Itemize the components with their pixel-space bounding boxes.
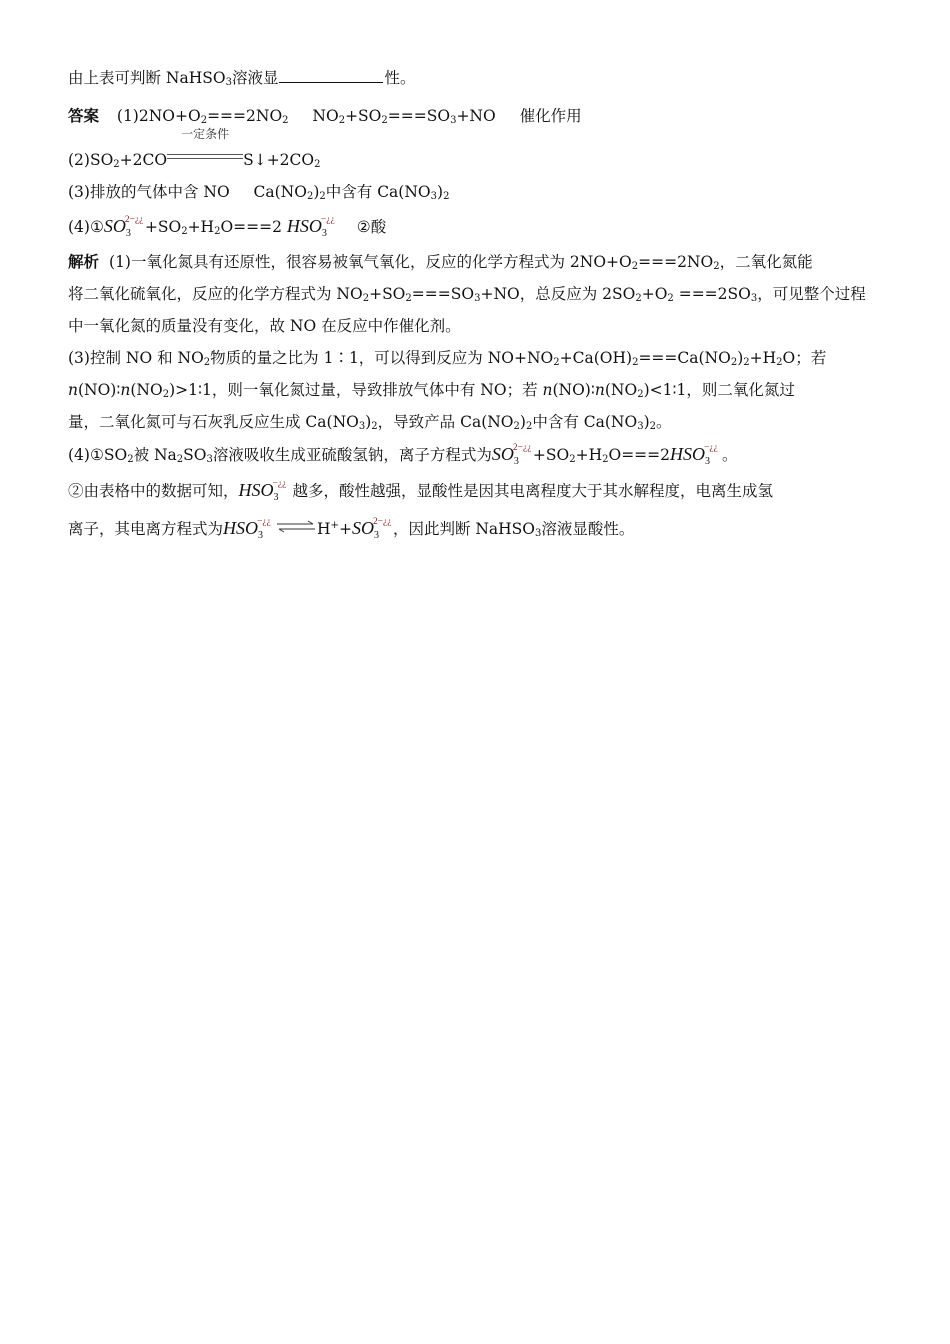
text: +SO	[144, 218, 182, 236]
text: ===2SO	[673, 285, 751, 303]
subscript: 2	[214, 226, 221, 237]
subscript: 3	[321, 228, 327, 239]
text: n	[120, 381, 131, 399]
ion-formula: HSO	[286, 216, 322, 236]
text: 由上表可判断 NaHSO	[68, 69, 226, 87]
sulfite-ion	[103, 210, 144, 250]
subscript: 2	[362, 293, 370, 304]
text: )	[643, 413, 650, 431]
subscript: 2	[338, 115, 346, 126]
text: )	[365, 413, 372, 431]
subscript: 3	[225, 77, 232, 88]
text: 离子，其电离方程式为	[68, 520, 224, 538]
subscript: 2	[631, 261, 639, 272]
text: 越多，酸性越强，显酸性是因其电离程度大于其水解程度，电离生成氢	[292, 482, 774, 500]
text: n	[542, 381, 553, 399]
ion-formula: SO	[351, 518, 374, 538]
ion-charge: −¿¿	[257, 517, 271, 527]
subscript: 2	[713, 261, 720, 272]
subscript: 2	[113, 159, 120, 170]
analysis-paragraph-4	[68, 438, 880, 474]
text: 溶液吸收生成亚硫酸氢钠，离子方程式为	[212, 446, 492, 464]
text: 将二氧化硫氧化，反应的化学方程式为 NO	[68, 285, 363, 303]
text: ===SO	[411, 285, 475, 303]
text: 溶液显	[231, 69, 279, 87]
ion-formula: HSO	[238, 480, 274, 500]
subscript: 2	[381, 115, 388, 126]
subscript: 2	[203, 357, 211, 368]
text: (NO	[604, 381, 638, 399]
text: 物质的量之比为 1∶1，可以得到反应为 NO+NO	[210, 349, 554, 367]
subscript: 2	[553, 357, 560, 368]
subscript: 2	[127, 454, 134, 465]
text: ，可见整个过程	[757, 285, 866, 303]
subscript: 2	[730, 357, 738, 368]
sulfite-ion	[491, 438, 532, 478]
subscript: 2	[525, 421, 533, 432]
text: )>1∶1，则一氧化氮过量，导致排放气体中有 NO；若	[169, 381, 543, 399]
text: (4)①SO	[68, 446, 128, 464]
ion-formula: HSO	[223, 518, 259, 538]
ion-formula: SO	[491, 444, 514, 464]
text: (3)排放的气体中含 NO	[68, 183, 230, 201]
subscript: 2	[200, 115, 208, 126]
text: ===2NO	[638, 253, 714, 271]
text: (NO)∶	[552, 381, 595, 399]
subscript: 2	[632, 357, 639, 368]
subscript: 2	[635, 293, 642, 304]
subscript: 3	[358, 421, 366, 432]
subscript: 3	[705, 456, 711, 467]
subscript: 3	[637, 421, 644, 432]
subscript: 2	[405, 293, 412, 304]
condition-label: 一定条件	[181, 127, 230, 141]
subscript: 3	[474, 293, 481, 304]
text: (1)一氧化氮具有还原性，很容易被氧气氧化，反应的化学方程式为 2NO+O	[109, 253, 632, 271]
text: O；若	[782, 349, 827, 367]
text: (3)控制 NO 和 NO	[68, 349, 204, 367]
text: +O	[641, 285, 668, 303]
text: ===SO	[387, 107, 451, 125]
text: 量，二氧化氮可与石灰乳反应生成 Ca(NO	[68, 413, 359, 431]
ion-charge: 2−¿¿	[372, 517, 392, 527]
text: ②酸	[356, 218, 387, 236]
text: (NO	[130, 381, 163, 399]
ion-charge: −¿¿	[704, 443, 718, 453]
intro-line	[68, 62, 880, 100]
subscript: 2	[319, 191, 326, 202]
text: +	[338, 520, 352, 538]
text: 中一氧化氮的质量没有变化，故 NO 在反应中作催化剂。	[68, 317, 461, 335]
text: 被 Na	[133, 446, 177, 464]
text: 催化作用	[519, 107, 582, 125]
subscript: 2	[637, 389, 644, 400]
ion-formula: HSO	[670, 444, 706, 464]
subscript: 3	[273, 492, 279, 503]
answer-label: 答案	[68, 107, 100, 125]
subscript: 2	[162, 389, 170, 400]
subscript: 2	[314, 159, 321, 170]
text: +H	[575, 446, 603, 464]
analysis-label: 解析	[68, 253, 100, 271]
subscript: 2	[282, 115, 289, 126]
subscript: 2	[649, 421, 657, 432]
text: +H	[749, 349, 777, 367]
text: +NO，总反应为 2SO	[480, 285, 636, 303]
subscript: 3	[750, 293, 758, 304]
text: +H	[187, 218, 215, 236]
bisulfite-ion	[223, 512, 271, 552]
answer-line-3	[68, 176, 880, 210]
subscript: 3	[125, 228, 131, 239]
subscript: 2	[569, 454, 576, 465]
text: ②由表格中的数据可知，	[68, 482, 239, 500]
analysis-paragraph-5	[68, 474, 880, 546]
text: NO	[312, 107, 339, 125]
text: ===Ca(NO	[638, 349, 731, 367]
text: )	[313, 183, 320, 201]
analysis-paragraph-1	[68, 246, 880, 342]
text: 溶液显酸性。	[541, 520, 635, 538]
text: )	[737, 349, 744, 367]
text: n	[68, 381, 78, 399]
text: n	[594, 381, 605, 399]
text: +SO	[369, 285, 406, 303]
text: H	[317, 520, 331, 538]
ion-charge: −¿¿	[320, 215, 335, 225]
text: ，导致产品 Ca(NO	[377, 413, 514, 431]
subscript: 3	[373, 530, 379, 541]
subscript: 2	[371, 421, 378, 432]
subscript: 2	[776, 357, 783, 368]
subscript: 2	[443, 191, 450, 202]
subscript: 3	[206, 454, 213, 465]
text: +SO	[345, 107, 382, 125]
subscript: 3	[430, 191, 437, 202]
reaction-condition-arrow	[167, 127, 243, 165]
text: +NO	[456, 107, 496, 125]
ion-charge: 2−¿¿	[124, 215, 144, 225]
bisulfite-ion	[286, 210, 335, 250]
subscript: 2	[181, 226, 188, 237]
fill-in-blank[interactable]	[279, 64, 383, 83]
text: (2)SO	[68, 151, 114, 169]
answer-line-2	[68, 127, 880, 176]
answer-line-4	[68, 210, 880, 244]
subscript: 2	[513, 421, 520, 432]
text: SO	[183, 446, 207, 464]
text: (NO)∶	[77, 381, 121, 399]
text: +SO	[532, 446, 570, 464]
text: O===2	[220, 218, 282, 236]
text: (1)2NO+O	[116, 107, 201, 125]
ion-charge: −¿¿	[272, 479, 287, 489]
subscript: 3	[535, 528, 542, 539]
equals-bar	[167, 154, 243, 159]
text: 性。	[384, 69, 416, 87]
text: ，因此判断 NaHSO	[392, 520, 536, 538]
subscript: 2	[602, 454, 609, 465]
ion-charge: 2−¿¿	[512, 443, 532, 453]
text: +2CO	[119, 151, 168, 169]
text: 。	[722, 446, 738, 464]
text: )	[519, 413, 526, 431]
reversible-arrow-icon	[275, 520, 317, 534]
subscript: 2	[667, 293, 674, 304]
text: (4)①	[68, 218, 104, 236]
subscript: 3	[513, 456, 519, 467]
text: S↓+2CO	[243, 151, 315, 169]
text: 中含有 Ca(NO	[325, 183, 431, 201]
text: +Ca(OH)	[559, 349, 633, 367]
bisulfite-ion	[670, 438, 718, 478]
text: )<1∶1，则二氧化氮过	[643, 381, 795, 399]
text: 。	[656, 413, 672, 431]
text: 中含有 Ca(NO	[532, 413, 638, 431]
subscript: 2	[743, 357, 750, 368]
sulfite-ion	[351, 512, 392, 552]
text: ，二氧化氮能	[719, 253, 813, 271]
subscript: 2	[306, 191, 314, 202]
superscript: +	[330, 520, 339, 531]
analysis-paragraph-3	[68, 342, 880, 438]
subscript: 3	[258, 530, 264, 541]
ion-formula: SO	[103, 216, 126, 236]
subscript: 3	[450, 115, 457, 126]
text: ===2NO	[207, 107, 283, 125]
subscript: 2	[176, 454, 184, 465]
text: Ca(NO	[253, 183, 307, 201]
text: O===2	[608, 446, 671, 464]
text: )	[437, 183, 444, 201]
document-page	[68, 62, 880, 546]
